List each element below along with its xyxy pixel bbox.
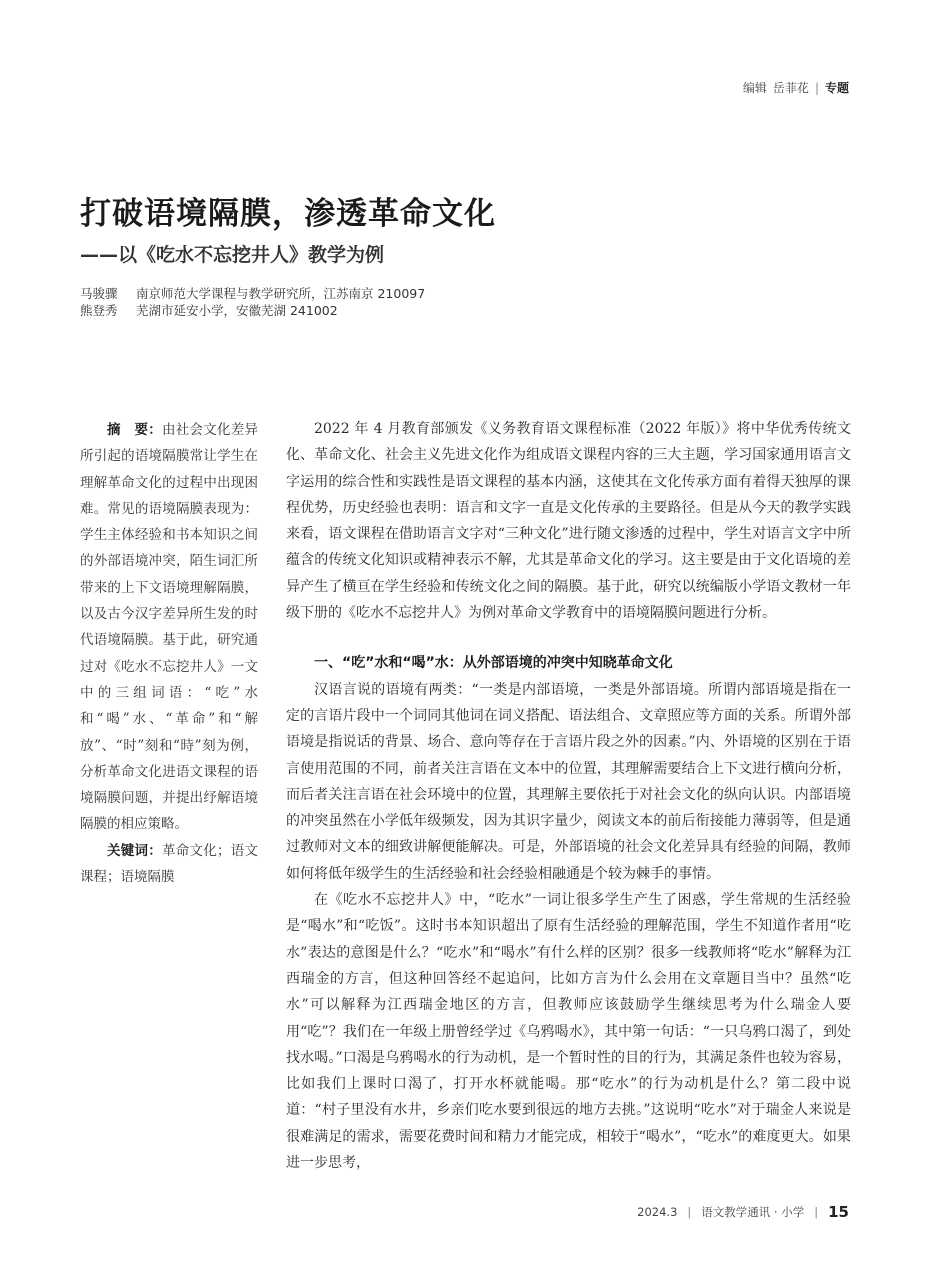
intro-paragraph: 2022 年 4 月教育部颁发《义务教育语文课程标准（2022 年版）》将中华优秀传统文化、革命文化、社会主义先进文化作为组成语文课程内容的三大主题，学习国家通用语言文字运用的综合性和实践性是语文课程的基本内涵，这使其在文化传承方面有着得天独厚的课程优势，历史经验也表明：语言和文字一直是文化传承的主要路径。但是从今天的教学实践来看，语文课程在借助语言文字对“三种文化”进行随文渗透的过程中，学生对语言文字中所蕴含的传统文化知识或精神表示不解，尤其是革命文化的学习。这主要是由于文化语境的差异产生了横亘在学生经验和传统文化之间的隔膜。基于此，研究以统编版小学语文教材一年级下册的《吃水不忘挖井人》为例对革命文学教育中的语境隔膜问题进行分析。 xyxy=(286,421,851,622)
editor-name: 岳菲花 xyxy=(772,81,809,95)
author-name: 熊登秀 xyxy=(80,303,118,318)
author-name: 马骏骤 xyxy=(80,286,118,301)
abstract-paragraph xyxy=(80,417,258,838)
keywords-paragraph xyxy=(80,838,258,891)
footer-divider: | xyxy=(814,1205,819,1219)
header-divider: | xyxy=(814,80,819,95)
article-subtitle: ——以《吃水不忘挖井人》教学为例 xyxy=(80,244,385,266)
article-title: 打破语境隔膜，渗透革命文化 xyxy=(80,196,496,232)
abstract-text: 由社会文化差异所引起的语境隔膜常让学生在理解革命文化的过程中出现困难。常见的语境隔膜表现为：学生主体经验和书本知识之间的外部语境冲突，陌生词汇所带来的上下文语境理解隔膜，以及古今汉字差异所生发的时代语境隔膜。基于此，研究通过对《吃水不忘挖井人》一文中的三组词语：“吃”水和“喝”水、“革命”和“解放”、“时”刻和“時”刻为例，分析革命文化进语文课程的语境隔膜问题，并提出纾解语境隔膜的相应策略。 xyxy=(80,422,258,833)
keywords-text: 革命文化；语文课程；语境隔膜 xyxy=(80,842,258,886)
author-row xyxy=(80,285,425,302)
author-affiliation: 芜湖市延安小学，安徽芜湖 241002 xyxy=(136,303,338,318)
abstract-label: 摘 要： xyxy=(107,422,162,438)
section-heading: 一、“吃”水和“喝”水：从外部语境的冲突中知晓革命文化 xyxy=(314,655,673,672)
author-affiliation: 南京师范大学课程与教学研究所，江苏南京 210097 xyxy=(136,286,426,301)
article-body xyxy=(286,416,851,1176)
page-number: 15 xyxy=(828,1203,849,1221)
body-paragraph: 在《吃水不忘挖井人》中，“吃水”一词让很多学生产生了困惑，学生常规的生活经验是“喝水”和“吃饭”。这时书本知识超出了原有生活经验的理解范围，学生不知道作者用“吃水”表达的意图是什么？“吃水”和“喝水”有什么样的区别？很多一线教师将“吃水”解释为江西瑞金的方言，但这种回答经不起追问，比如方言为什么会用在文章题目当中？虽然“吃水”可以解释为江西瑞金地区的方言，但教师应该鼓励学生继续思考为什么瑞金人要用“吃”？我们在一年级上册曾经学过《乌鸦喝水》，其中第一句话：“一只乌鸦口渴了，到处找水喝。”口渴是乌鸦喝水的行为动机，是一个暂时性的目的行为，其满足条件也较为容易，比如我们上课时口渴了，打开水杯就能喝。那“吃水”的行为动机是什么？第二段中说道：“村子里没有水井，乡亲们吃水要到很远的地方去挑。”这说明“吃水”对于瑞金人来说是很难满足的需求，需要花费时间和精力才能完成，相较于“喝水”，“吃水”的难度更大。如果进一步思考， xyxy=(286,892,851,1172)
journal-name: 语文教学通讯 · 小学 xyxy=(701,1205,805,1219)
editor-label: 编辑 xyxy=(742,81,767,95)
running-footer xyxy=(637,1203,849,1221)
abstract-sidebar xyxy=(80,417,258,890)
body-paragraph: 汉语言说的语境有两类：“一类是内部语境，一类是外部语境。所谓内部语境是指在一定的言语片段中一个词同其他词在词义搭配、语法组合、文章照应等方面的关系。所谓外部语境是指说话的背景、场合、意向等存在于言语片段之外的因素。”内、外语境的区别在于语言使用范围的不同，前者关注言语在文本中的位置，其理解需要结合上下文进行横向分析，而后者关注言语在社会环境中的位置，其理解主要依托于对社会文化的纵向认识。内部语境的冲突虽然在小学低年级频发，因为其识字量少，阅读文本的前后衔接能力薄弱等，但是通过教师对文本的细致讲解便能解决。可是，外部语境的社会文化差异具有经验的间隔，教师如何将低年级学生的生活经验和社会经验相融通是个较为棘手的事情。 xyxy=(286,681,851,882)
issue-number: 2024.3 xyxy=(637,1205,678,1219)
author-list xyxy=(80,285,425,319)
author-row xyxy=(80,302,425,319)
column-name: 专题 xyxy=(824,81,849,95)
running-header xyxy=(743,79,849,96)
footer-divider: | xyxy=(687,1205,692,1219)
keywords-label: 关键词： xyxy=(107,842,162,859)
